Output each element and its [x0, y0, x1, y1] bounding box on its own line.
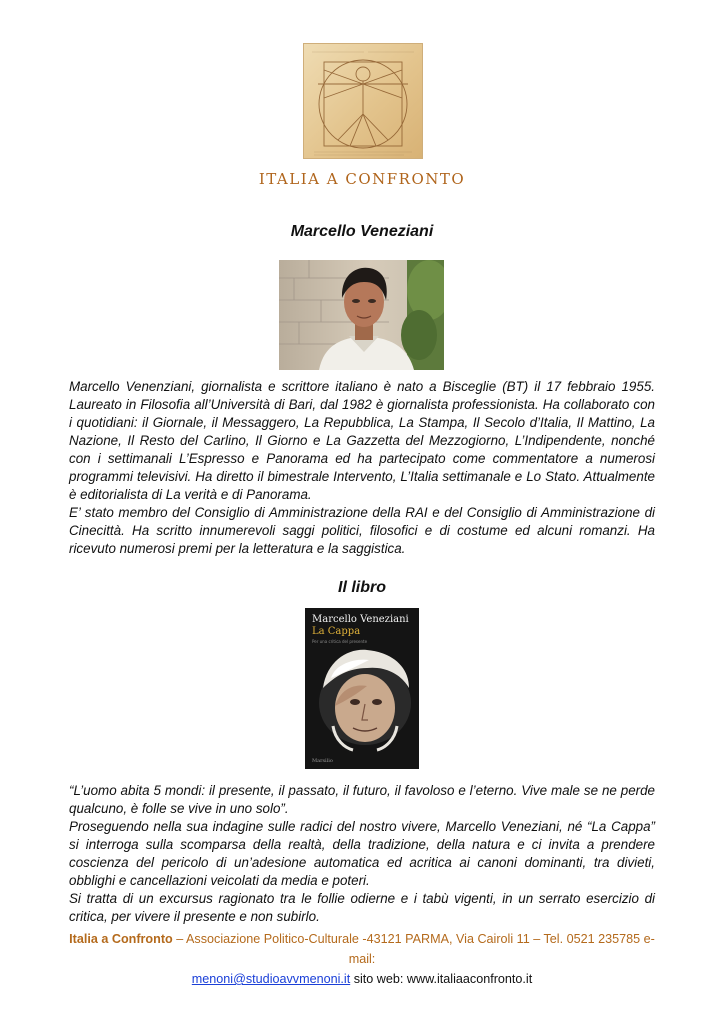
footer-email-link[interactable]: menoni@studioavvmenoni.it — [191, 972, 351, 986]
org-title: ITALIA A CONFRONTO — [258, 170, 466, 188]
vitruvian-man-icon — [303, 43, 423, 159]
author-biography — [69, 378, 655, 558]
cover-title: La Cappa — [312, 626, 361, 637]
footer-details: – Associazione Politico-Culturale -43121 PARMA, Via Cairoli 11 – Tel. 0521 235785 e-mail: — [172, 932, 655, 966]
bio-paragraph: Marcello Venenziani, giornalista e scrittore italiano è nato a Bisceglie (BT) il 17 febbraio 1955. Laureato in Filosofia all’Università di Bari, dal 1982 è giornalista professionista. Ha collaborato con i quotidiani: il Giornale, il Messaggero, La Repubblica, La Stampa, Il Secolo d’Italia, Il Mattino, La Nazione, Il Resto del Carlino, Il Giorno e La Gazzetta del Mezzogiorno, L’Indipendente, nonché con i settimanali L’Espresso e Panorama ed ha partecipato come commentatore a numerosi programmi televisivi. Ha diretto il bimestrale Intervento, L’Italia settimanale e Lo Stato. Attualmente è editorialista di La verità e di Panorama. — [69, 379, 655, 502]
bio-paragraph: E’ stato membro del Consiglio di Amministrazione della RAI e del Consiglio di Amministrazione di Cinecittà. Ha scritto innumerevoli saggi politici, filosofici e di costume ed alcuni romanzi. Ha ricevuto numerosi premi per la letteratura e la saggistica. — [69, 505, 655, 556]
book-paragraph: Proseguendo nella sua indagine sulle radici del nostro vivere, Marcello Veneziani, né “La Cappa” si interroga sulla scomparsa della realtà, della tradizione, della natura e ci invita a prendere coscienza del pericolo di un’adesione automatica ed acritica ai canoni dominanti, tra divieti, obblighi e cancellazioni veicolati da media e poteri. — [69, 819, 655, 888]
book-paragraph: “L’uomo abita 5 mondi: il presente, il passato, il futuro, il favoloso e l’eterno. Vive male se ne perde qualcuno, è folle se vive in uno solo”. — [69, 783, 655, 816]
book-paragraph: Si tratta di un excursus ragionato tra le follie odierne e i tabù vigenti, in un serrato esercizio di critica, per vivere il presente e non subirlo. — [69, 891, 655, 924]
cover-author: Marcello Veneziani — [312, 614, 409, 625]
footer — [60, 929, 664, 989]
book-heading: Il libro — [338, 579, 386, 596]
book-cover — [305, 608, 419, 769]
cover-subtitle: Per una critica del presente — [312, 639, 368, 644]
book-description — [69, 782, 655, 926]
author-portrait — [279, 260, 444, 370]
author-name-heading: Marcello Veneziani — [290, 223, 434, 240]
footer-org-name: Italia a Confronto — [69, 932, 173, 946]
cover-publisher: Marsilio — [312, 758, 333, 764]
footer-website: sito web: www.italiaaconfronto.it — [350, 972, 533, 986]
